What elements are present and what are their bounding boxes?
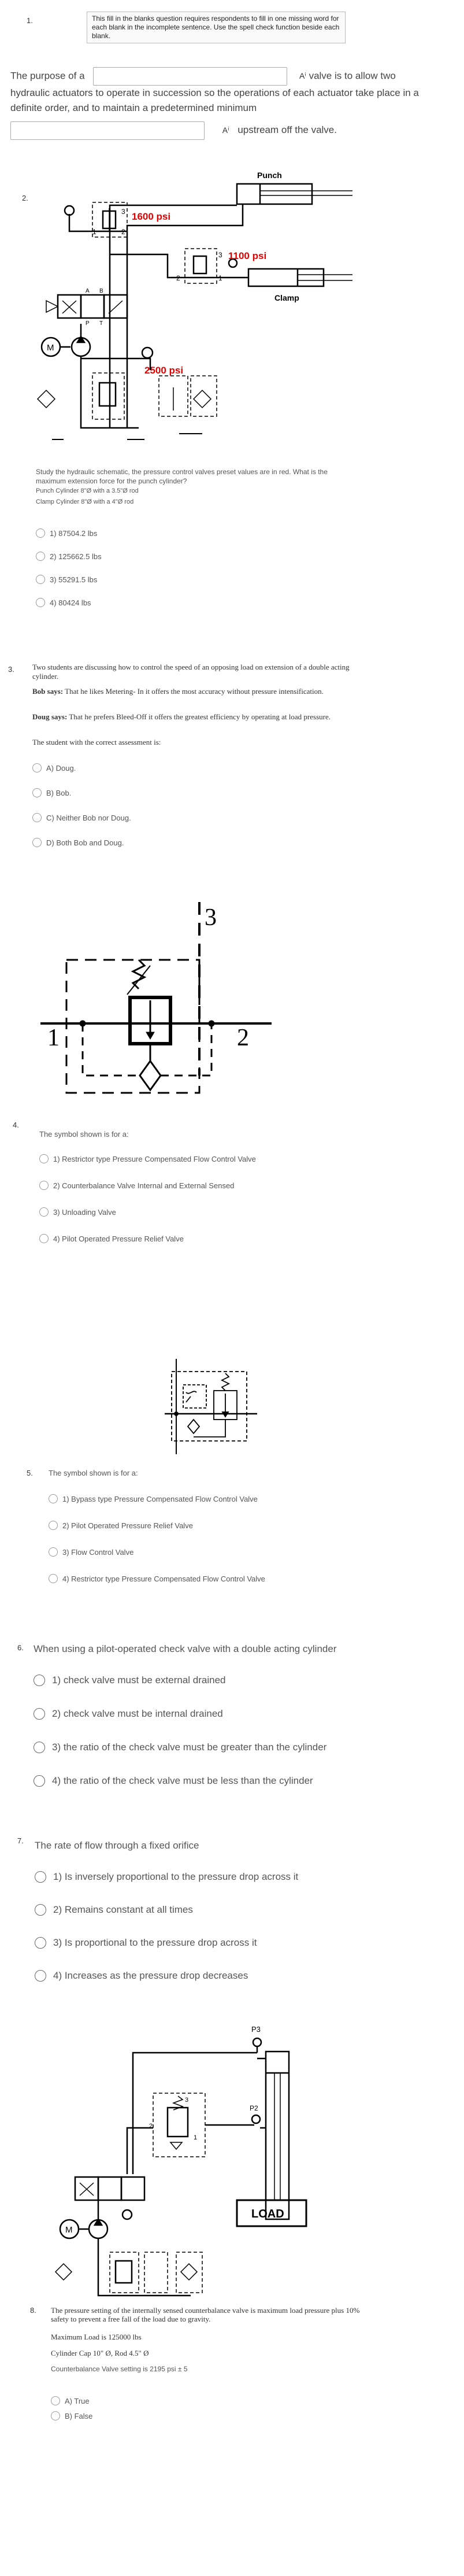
question-3-stem: Two students are discussing how to control the speed of an opposing load on extension of a double acting cylinder.: [32, 663, 350, 681]
svg-text:M: M: [47, 343, 54, 353]
question-7-stem: The rate of flow through a fixed orifice: [35, 1840, 199, 1851]
question-2-stem: Study the hydraulic schematic, the pressure control valves preset values are in red. What is the maximum extension force for the punch cylinder?: [36, 468, 328, 485]
question-6-number: 6.: [17, 1643, 24, 1652]
answer-option[interactable]: 2) Pilot Operated Pressure Relief Valve: [49, 1520, 265, 1531]
question-6-stem: When using a pilot-operated check valve with a double acting cylinder: [34, 1643, 337, 1654]
radio-button[interactable]: [36, 598, 45, 607]
radio-button[interactable]: [49, 1547, 58, 1557]
answer-option[interactable]: 1) check valve must be external drained: [34, 1673, 326, 1687]
question-4-number: 4.: [13, 1121, 19, 1129]
svg-text:2: 2: [237, 1025, 249, 1051]
svg-text:P3: P3: [251, 2025, 261, 2034]
question-2-line-2: Clamp Cylinder 8"Ø with a 4"Ø rod: [36, 498, 134, 505]
pressure-1100-label: 1100 psi: [228, 250, 267, 261]
radio-button[interactable]: [35, 1937, 46, 1949]
answer-option[interactable]: C) Neither Bob nor Doug.: [32, 812, 131, 823]
clamp-label: Clamp: [274, 293, 299, 302]
answer-option[interactable]: 2) check valve must be internal drained: [34, 1707, 326, 1721]
answer-option[interactable]: 4) 80424 lbs: [36, 597, 102, 608]
answer-option[interactable]: 2) Remains constant at all times: [35, 1903, 298, 1917]
radio-button[interactable]: [49, 1521, 58, 1530]
radio-button[interactable]: [32, 788, 42, 797]
punch-label: Punch: [257, 171, 282, 180]
question-1-sentence: [10, 67, 421, 116]
radio-button[interactable]: [36, 552, 45, 561]
question-1-blank-1[interactable]: [93, 67, 287, 86]
radio-button[interactable]: [49, 1574, 58, 1583]
answer-option[interactable]: 3) Flow Control Valve: [49, 1546, 265, 1558]
vertical-cylinder: [266, 2052, 289, 2219]
question-1-sentence-end: [10, 121, 421, 140]
answer-option[interactable]: 1) Is inversely proportional to the pressure drop across it: [35, 1870, 298, 1884]
radio-button[interactable]: [34, 1742, 45, 1753]
answer-option[interactable]: 3) Is proportional to the pressure drop across it: [35, 1936, 298, 1950]
question-1-blank-2[interactable]: [10, 121, 205, 140]
answer-option[interactable]: 2) 125662.5 lbs: [36, 550, 102, 562]
question-8-line-1: Maximum Load is 125000 lbs: [51, 2333, 142, 2341]
question-8-number: 8.: [30, 2306, 36, 2315]
question-1-number: 1.: [27, 16, 33, 25]
answer-option[interactable]: 4) Increases as the pressure drop decreases: [35, 1969, 298, 1983]
question-2-number: 2.: [22, 194, 28, 202]
pressure-2500-label: 2500 psi: [144, 365, 184, 376]
pressure-1600-label: 1600 psi: [132, 211, 171, 222]
radio-button[interactable]: [34, 1775, 45, 1787]
answer-option[interactable]: 1) 87504.2 lbs: [36, 527, 102, 539]
radio-button[interactable]: [34, 1708, 45, 1720]
svg-text:P: P: [86, 320, 90, 327]
question-5-options: [49, 1493, 265, 1584]
radio-button[interactable]: [49, 1494, 58, 1503]
hydraulic-schematic-q2: [35, 162, 358, 463]
radio-button[interactable]: [34, 1675, 45, 1686]
question-4-options: [39, 1153, 256, 1244]
svg-text:1: 1: [47, 1025, 60, 1051]
question-1-text-part3: upstream off the valve.: [237, 124, 337, 136]
svg-text:A: A: [86, 288, 90, 294]
svg-text:T: T: [99, 320, 103, 327]
question-8-stem: The pressure setting of the internally sensed counterbalance valve is maximum load pressure plus 10% safety to prevent a free fall of the load due to gravity.: [51, 2306, 360, 2323]
question-2-line-1: Punch Cylinder 8"Ø with a 3.5"Ø rod: [36, 487, 139, 494]
radio-button[interactable]: [32, 763, 42, 773]
question-7-options: [35, 1870, 298, 1983]
question-1-text-part1: The purpose of a: [10, 70, 85, 82]
question-6-options: [34, 1673, 326, 1788]
spell-check-icon[interactable]: Aⁱ: [222, 125, 229, 135]
answer-option[interactable]: 2) Counterbalance Valve Internal and External Sensed: [39, 1180, 256, 1191]
question-2-options: [36, 527, 102, 608]
radio-button[interactable]: [51, 2396, 60, 2405]
radio-button[interactable]: [39, 1154, 49, 1163]
answer-option[interactable]: D) Both Bob and Doug.: [32, 837, 131, 848]
svg-text:3: 3: [185, 2097, 189, 2104]
valve-symbol-q5: [165, 1359, 257, 1457]
clamp-cylinder: [248, 269, 324, 286]
answer-option[interactable]: A) True: [51, 2395, 92, 2407]
spring-icon: [222, 1373, 229, 1391]
radio-button[interactable]: [39, 1207, 49, 1217]
svg-text:1: 1: [92, 228, 96, 236]
question-3-options: [32, 762, 131, 848]
question-8-line-3: Counterbalance Valve setting is 2195 psi ± 5: [51, 2365, 188, 2373]
question-3-number: 3.: [8, 665, 14, 674]
answer-option[interactable]: A) Doug.: [32, 762, 131, 774]
radio-button[interactable]: [39, 1181, 49, 1190]
svg-text:3: 3: [121, 208, 125, 216]
radio-button[interactable]: [39, 1234, 49, 1243]
answer-option[interactable]: B) Bob.: [32, 787, 131, 799]
hydraulic-schematic-q8: [46, 2024, 347, 2301]
question-1-instructions: This fill in the blanks question requires respondents to fill in one missing word for each blank in the incomplete sentence. Use the spell check function beside each blank.: [87, 12, 346, 43]
svg-text:2: 2: [176, 274, 180, 282]
load-label: LOAD: [251, 2208, 284, 2220]
question-4-stem: The symbol shown is for a:: [39, 1130, 129, 1139]
radio-button[interactable]: [32, 838, 42, 847]
svg-text:3: 3: [218, 251, 222, 259]
answer-option[interactable]: 4) Pilot Operated Pressure Relief Valve: [39, 1233, 256, 1244]
punch-cylinder: [237, 184, 312, 204]
answer-option[interactable]: 3) the ratio of the check valve must be greater than the cylinder: [34, 1740, 326, 1754]
relief-valve: [92, 373, 124, 419]
radio-button[interactable]: [36, 575, 45, 584]
question-8-options: [51, 2395, 92, 2422]
svg-text:M: M: [65, 2225, 73, 2235]
relief-valve: [110, 2252, 139, 2293]
svg-text:P2: P2: [250, 2104, 258, 2112]
answer-option[interactable]: 3) Unloading Valve: [39, 1206, 256, 1218]
pressure-gauge: [65, 206, 74, 215]
svg-text:1: 1: [218, 274, 222, 282]
question-5-number: 5.: [27, 1469, 33, 1477]
question-7-number: 7.: [17, 1836, 24, 1845]
svg-text:2: 2: [149, 2123, 153, 2130]
svg-text:3: 3: [205, 904, 217, 931]
svg-text:2: 2: [121, 228, 125, 236]
radio-button[interactable]: [36, 528, 45, 538]
question-3-bob: Bob says: That he likes Metering- In it offers the most accuracy without pressure intensification.: [32, 687, 324, 696]
answer-option[interactable]: B) False: [51, 2410, 92, 2422]
valve-symbol-q4: [35, 890, 277, 1116]
answer-option[interactable]: 4) the ratio of the check valve must be less than the cylinder: [34, 1774, 326, 1788]
spell-check-icon[interactable]: Aⁱ: [299, 71, 306, 81]
answer-option[interactable]: 1) Restrictor type Pressure Compensated Flow Control Valve: [39, 1153, 256, 1165]
radio-button[interactable]: [35, 1904, 46, 1916]
answer-option[interactable]: 4) Restrictor type Pressure Compensated Flow Control Valve: [49, 1573, 265, 1584]
answer-option[interactable]: 3) 55291.5 lbs: [36, 574, 102, 585]
question-5-stem: The symbol shown is for a:: [49, 1469, 138, 1477]
question-1-text-part2: valve is to allow two hydraulic actuators to operate in succession so the operations of each actuator take place in a definite order, and to maintain a predetermined minimum: [10, 70, 419, 113]
radio-button[interactable]: [35, 1871, 46, 1883]
question-3-doug: Doug says: That he prefers Bleed-Off it offers the greatest efficiency by operating at load pressure.: [32, 712, 331, 721]
radio-button[interactable]: [35, 1970, 46, 1982]
question-8-line-2: Cylinder Cap 10" Ø, Rod 4.5" Ø: [51, 2349, 149, 2357]
counterbalance-valve: [153, 2093, 205, 2157]
svg-text:1: 1: [194, 2134, 198, 2141]
radio-button[interactable]: [32, 813, 42, 822]
answer-option[interactable]: 1) Bypass type Pressure Compensated Flow Control Valve: [49, 1493, 265, 1505]
question-3-closing: The student with the correct assessment is:: [32, 738, 161, 746]
radio-button[interactable]: [51, 2411, 60, 2420]
valve-envelope: [66, 960, 199, 1093]
svg-text:B: B: [99, 288, 103, 294]
